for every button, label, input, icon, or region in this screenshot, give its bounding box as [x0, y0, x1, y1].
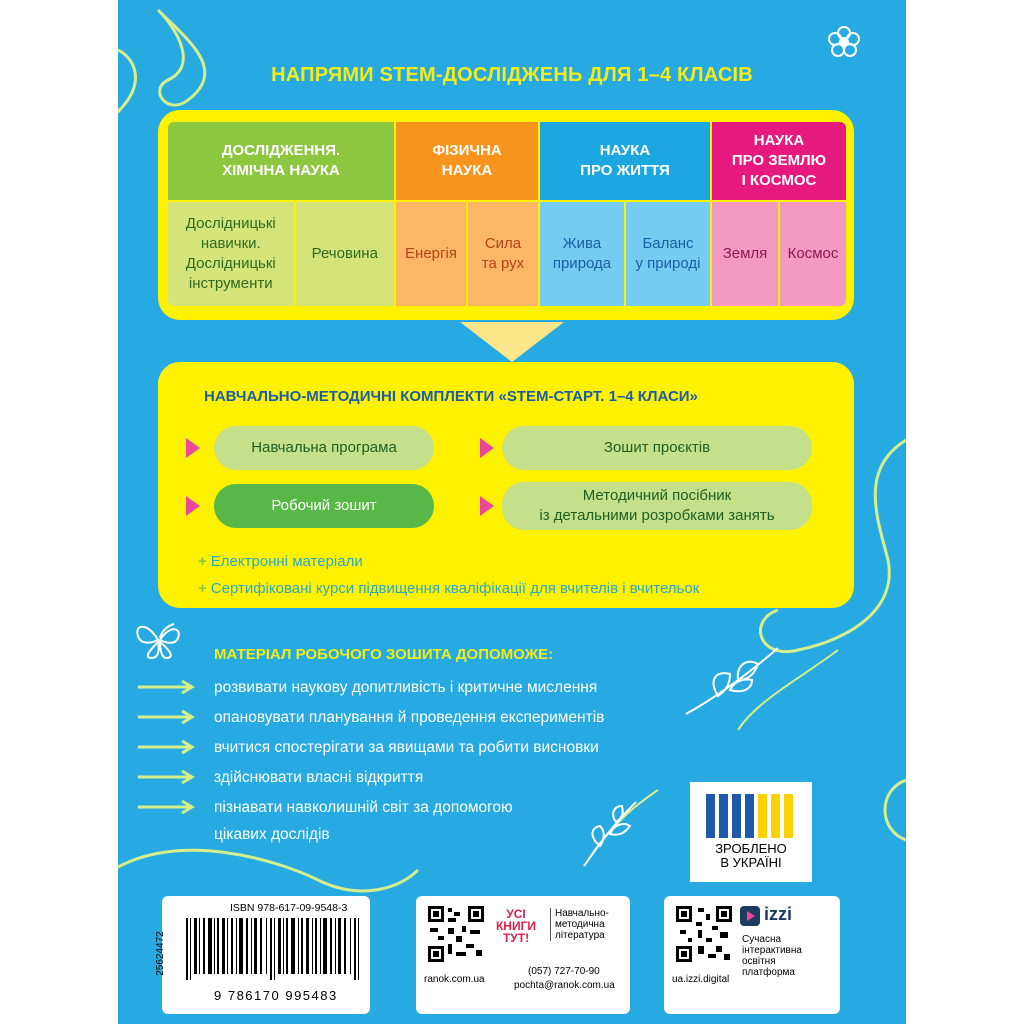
- page-title: НАПРЯМИ STEM-ДОСЛІДЖЕНЬ ДЛЯ 1–4 КЛАСІВ: [271, 64, 753, 86]
- back-cover: [118, 0, 906, 1024]
- flower-icon: [824, 22, 864, 62]
- izzi-logo-icon: [740, 906, 760, 926]
- direction-header: ДОСЛІДЖЕННЯ. ХІМІЧНА НАУКА: [168, 122, 394, 200]
- material-item: опановувати планування й проведення експериментів: [214, 709, 605, 726]
- arrow-down-icon: [460, 322, 564, 362]
- made-in-ukraine-text: ЗРОБЛЕНО В УКРАЇНІ: [715, 841, 787, 870]
- direction-physics: [396, 122, 538, 306]
- leaf-sprig-icon: [576, 796, 646, 870]
- isbn-label: ISBN 978-617-09-9548-3: [230, 902, 348, 914]
- arrow-right-icon: [138, 710, 198, 724]
- direction-subtopic: Дослідницькі навички. Дослідницькі інструменти: [168, 202, 294, 306]
- direction-subtopic: Речовина: [296, 202, 394, 306]
- kit-item-projects: Зошит проєктів: [502, 426, 812, 470]
- arrow-right-icon: [138, 680, 198, 694]
- material-item: вчитися спостерігати за явищами та робити висновки: [214, 739, 599, 756]
- direction-earth-space: [712, 122, 846, 306]
- kit-extra-item: + Сертифіковані курси підвищення кваліфікації для вчителів і вчительок: [198, 580, 700, 597]
- direction-subtopic: Космос: [780, 202, 846, 306]
- kit-item-program: Навчальна програма: [214, 426, 434, 470]
- direction-header: НАУКА ПРО ЖИТТЯ: [540, 122, 710, 200]
- arrow-right-icon: [138, 770, 198, 784]
- ukraine-flag-stripes-icon: [706, 794, 796, 838]
- ranok-phone: (057) 727-70-90: [528, 966, 600, 977]
- izzi-brand: izzi: [764, 904, 793, 924]
- pink-triangle-icon: [186, 496, 200, 516]
- ranok-box: [416, 896, 630, 1014]
- pink-triangle-icon: [480, 438, 494, 458]
- made-in-ukraine-badge: [690, 782, 812, 882]
- direction-subtopic: Енергія: [396, 202, 466, 306]
- plus-icon: +: [198, 553, 207, 570]
- direction-subtopic: Жива природа: [540, 202, 624, 306]
- izzi-site: ua.izzi.digital: [672, 974, 730, 985]
- barcode-icon: [186, 918, 362, 980]
- kit-item-guide: Методичний посібник із детальними розробками занять: [502, 482, 812, 530]
- ranok-category: Навчально- методична література: [550, 908, 609, 941]
- kit-item-workbook: Робочий зошит: [214, 484, 434, 528]
- direction-chemistry: [168, 122, 394, 306]
- kit-extra-item: + Електронні матеріали: [198, 553, 363, 570]
- kit-title: НАВЧАЛЬНО-МЕТОДИЧНІ КОМПЛЕКТИ «STEM-СТАРТ. 1–4 КЛАСИ»: [204, 388, 698, 405]
- direction-life-science: [540, 122, 710, 306]
- ranok-email: pochta@ranok.com.ua: [514, 980, 615, 991]
- arrow-right-icon: [138, 800, 198, 814]
- arrow-right-icon: [138, 740, 198, 754]
- ranok-site: ranok.com.ua: [424, 974, 485, 985]
- material-item: розвивати наукову допитливість і критичне мислення: [214, 679, 598, 696]
- izzi-box: [664, 896, 840, 1014]
- direction-subtopic: Сила та рух: [468, 202, 538, 306]
- butterfly-icon: [130, 618, 190, 662]
- pink-triangle-icon: [186, 438, 200, 458]
- direction-header: НАУКА ПРО ЗЕМЛЮ І КОСМОС: [712, 122, 846, 200]
- qr-code-icon: [426, 904, 486, 964]
- izzi-tagline: Сучасна інтерактивна освітня платформа: [742, 934, 802, 978]
- direction-subtopic: Баланс у природі: [626, 202, 710, 306]
- direction-header: ФІЗИЧНА НАУКА: [396, 122, 538, 200]
- directions-table: [168, 122, 846, 306]
- leaf-branch-icon: [678, 640, 788, 720]
- plus-icon: +: [198, 580, 207, 597]
- material-item: пізнавати навколишній світ за допомогою цікавих дослідів: [214, 799, 513, 843]
- material-item: здійснювати власні відкриття: [214, 769, 424, 786]
- direction-subtopic: Земля: [712, 202, 778, 306]
- isbn-number: 9 786170 995483: [214, 988, 338, 1003]
- promo-text: УСІ КНИГИ ТУТ!: [495, 907, 537, 945]
- isbn-side-number: 25624472: [154, 931, 166, 976]
- material-title: МАТЕРІАЛ РОБОЧОГО ЗОШИТА ДОПОМОЖЕ:: [214, 646, 554, 663]
- qr-code-icon: [674, 904, 734, 964]
- pink-triangle-icon: [480, 496, 494, 516]
